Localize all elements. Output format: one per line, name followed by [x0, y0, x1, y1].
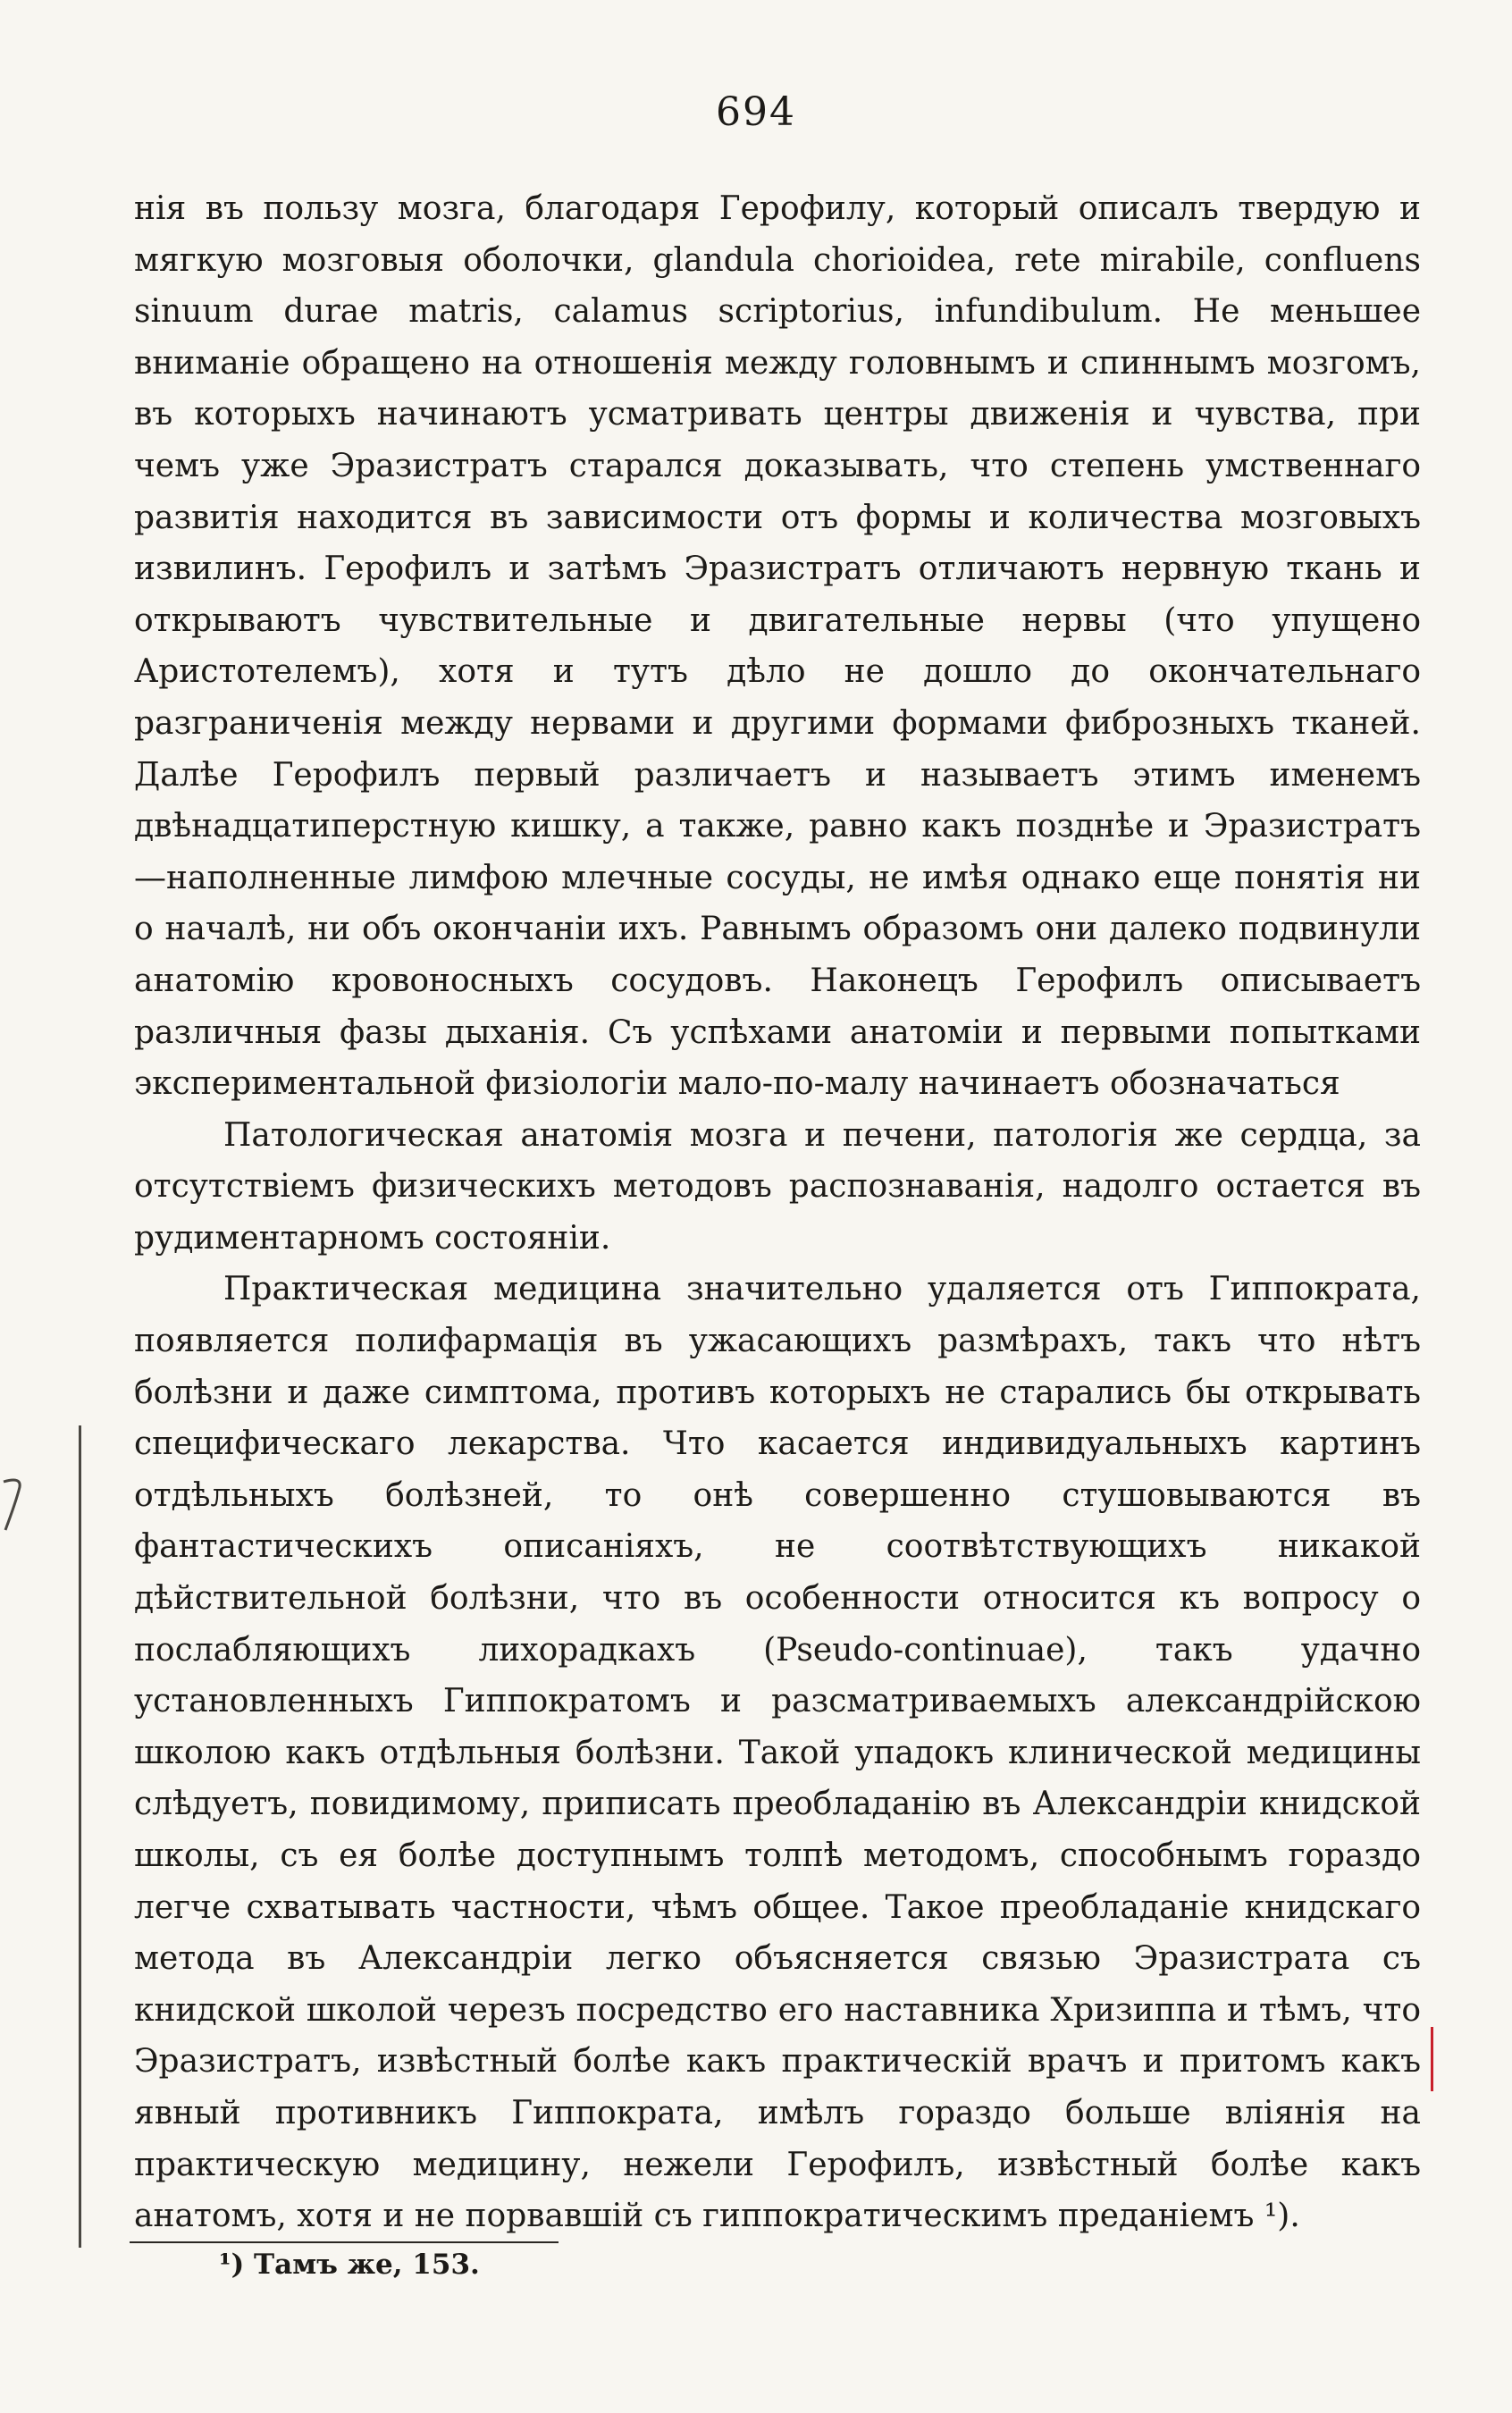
footnote-rule [130, 2241, 559, 2243]
body-text [134, 183, 1421, 2242]
page-number: 694 [716, 89, 796, 135]
paragraph-1: нія въ пользу мозга, благодаря Герофилу, который описалъ твердую и мягкую мозговыя оболочки, glandula chorioidea, rete mirabile, confluens sinuum durae matris, calamus scriptorius, infundibulum. Не меньшее вниманіе обращено на отношенія между головнымъ и спиннымъ мозгомъ, въ которыхъ начинаютъ усматривать центры движенія и чувства, при чемъ уже Эразистратъ старался доказывать, что степень умственнаго развитія находится въ зависимости отъ формы и количества мозговыхъ извилинъ. Герофилъ и затѣмъ Эразистратъ отличаютъ нервную ткань и открываютъ чувствительные и двигательные нервы (что упущено Аристотелемъ), хотя и тутъ дѣло не дошло до окончательнаго разграниченія между нервами и другими формами фиброзныхъ тканей. Далѣе Герофилъ первый различаетъ и называетъ этимъ именемъ двѣнадцатиперстную кишку, а также, равно какъ позднѣе и Эразистратъ—наполненные лимфою млечные сосуды, не имѣя однако еще понятія ни о началѣ, ни объ окончаніи ихъ. Равнымъ образомъ они далеко подвинули анатомію кровоносныхъ сосудовъ. Наконецъ Герофилъ описываетъ различныя фазы дыханія. Съ успѣхами анатоміи и первыми попытками экспериментальной физіологіи мало-по-малу начинаетъ обозначаться [134, 190, 1421, 1103]
margin-pencil-line [79, 1425, 81, 2248]
margin-pencil-mark [0, 1475, 25, 1537]
paragraph-3: Практическая медицина значительно удаляется отъ Гиппократа, появляется полифармація въ ужасающихъ размѣрахъ, такъ что нѣтъ болѣзни и даже симптома, противъ которыхъ не старались бы открывать специфическаго лекарства. Что касается индивидуальныхъ картинъ отдѣльныхъ болѣзней, то онѣ совершенно стушовываются въ фантастическихъ описаніяхъ, не соотвѣтствующихъ никакой дѣйствительной болѣзни, что въ особенности относится къ вопросу о послабляющихъ лихорадкахъ (Pseudo-continuae), такъ удачно установленныхъ Гиппократомъ и разсматриваемыхъ александрійскою школою какъ отдѣльныя болѣзни. Такой упадокъ клинической медицины слѣдуетъ, повидимому, приписать преобладанію въ Александріи книдской школы, съ ея болѣе доступнымъ толпѣ методомъ, способнымъ гораздо легче схватывать частности, чѣмъ общее. Такое преобладаніе книдскаго метода въ Александріи легко объясняется связью Эразистрата съ книдской школой черезъ посредство его наставника Хризиппа и тѣмъ, что Эразистратъ, извѣстный болѣе какъ практическій врачъ и притомъ какъ явный противникъ Гиппократа, имѣлъ гораздо больше вліянія на практическую медицину, нежели Герофилъ, извѣстный болѣе какъ анатомъ, хотя и не порвавшій съ гиппократическимъ преданіемъ ¹). [134, 1271, 1421, 2235]
footnote: ¹) Тамъ же, 153. [219, 2249, 480, 2281]
margin-red-line [1431, 2027, 1433, 2091]
paragraph-2: Патологическая анатомія мозга и печени, патологія же сердца, за отсутствіемъ физическихъ методовъ распознаванія, надолго остается въ рудиментарномъ состояніи. [134, 1116, 1421, 1257]
